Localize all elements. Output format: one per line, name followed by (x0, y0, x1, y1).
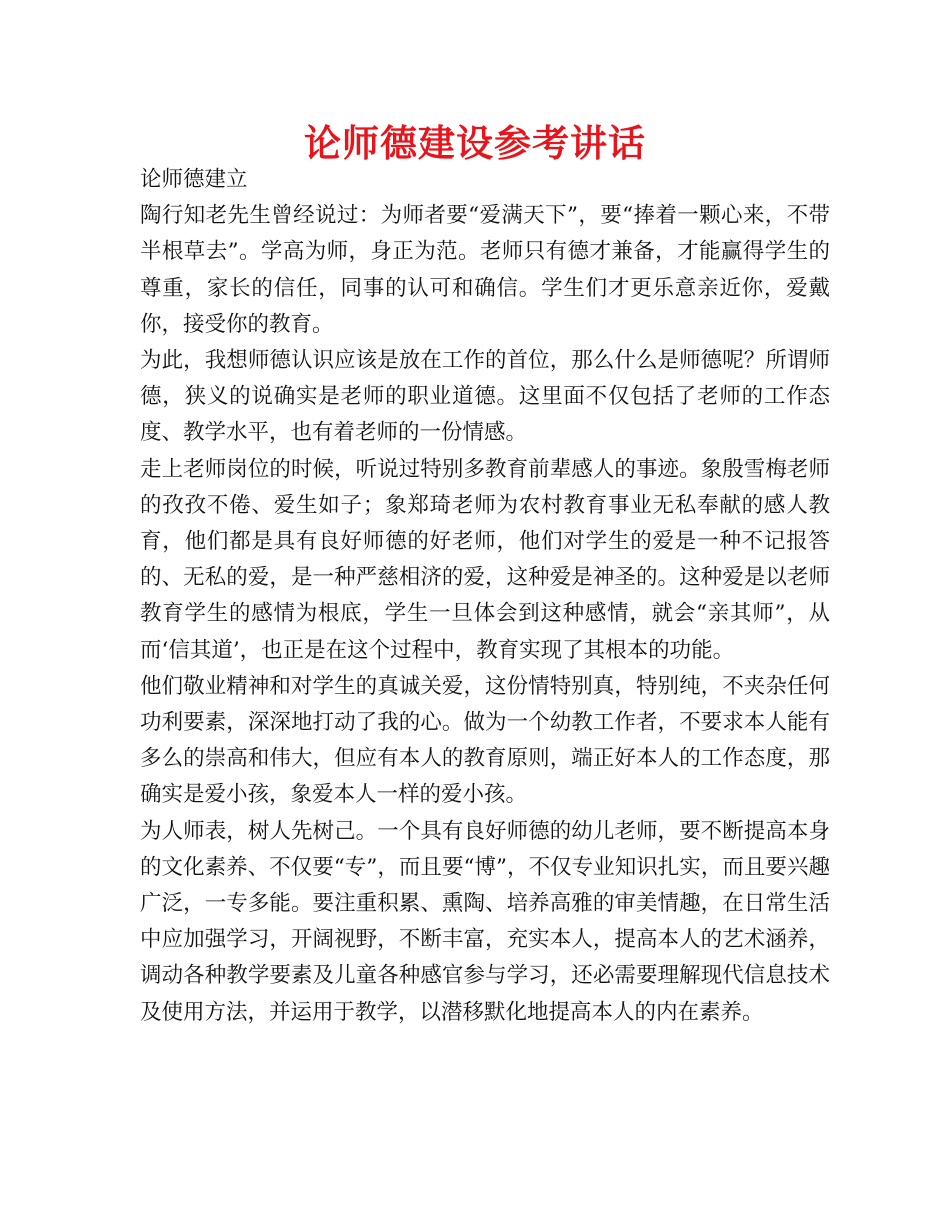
body-paragraph: 为此，我想师德认识应该是放在工作的首位，那么什么是师德呢？所谓师德，狭义的说确实是老师的职业道德。这里面不仅包括了老师的工作态度、教学水平，也有着老师的一份情感。 (140, 348, 830, 446)
document-body (140, 162, 830, 1031)
document-title: 论师德建设参考讲话 (304, 122, 646, 165)
body-paragraph: 他们敬业精神和对学生的真诚关爱，这份情特别真，特别纯，不夹杂任何功利要素，深深地打动了我的心。做为一个幼教工作者，不要求本人能有多么的崇高和伟大，但应有本人的教育原则，端正好本人的工作态度，那确实是爱小孩，象爱本人一样的爱小孩。 (140, 673, 830, 808)
document-subtitle: 论师德建立 (140, 167, 248, 192)
body-paragraph: 走上老师岗位的时候，听说过特别多教育前辈感人的事迹。象殷雪梅老师的孜孜不倦、爱生如子；象郑琦老师为农村教育事业无私奉献的感人教育，他们都是具有良好师德的好老师，他们对学生的爱是一种不记报答的、无私的爱，是一种严慈相济的爱，这种爱是神圣的。这种爱是以老师教育学生的感情为根底，学生一旦体会到这种感情，就会“亲其师”，从而‘信其道’，也正是在这个过程中，教育实现了其根本的功能。 (140, 456, 830, 663)
body-paragraph: 陶行知老先生曾经说过：为师者要“爱满天下”，要“捧着一颗心来，不带半根草去”。学高为师，身正为范。老师只有德才兼备，才能赢得学生的尊重，家长的信任，同事的认可和确信。学生们才更乐意亲近你，爱戴你，接受你的教育。 (140, 203, 830, 337)
body-paragraph: 为人师表，树人先树己。一个具有良好师德的幼儿老师，要不断提高本身的文化素养、不仅要“专”，而且要“博”，不仅专业知识扎实，而且要兴趣广泛，一专多能。要注重积累、熏陶、培养高雅的审美情趣，在日常生活中应加强学习，开阔视野，不断丰富，充实本人，提高本人的艺术涵养，调动各种教学要素及儿童各种感官参与学习，还必需要理解现代信息技术及使用方法，并运用于教学，以潜移默化地提高本人的内在素养。 (140, 818, 830, 1025)
